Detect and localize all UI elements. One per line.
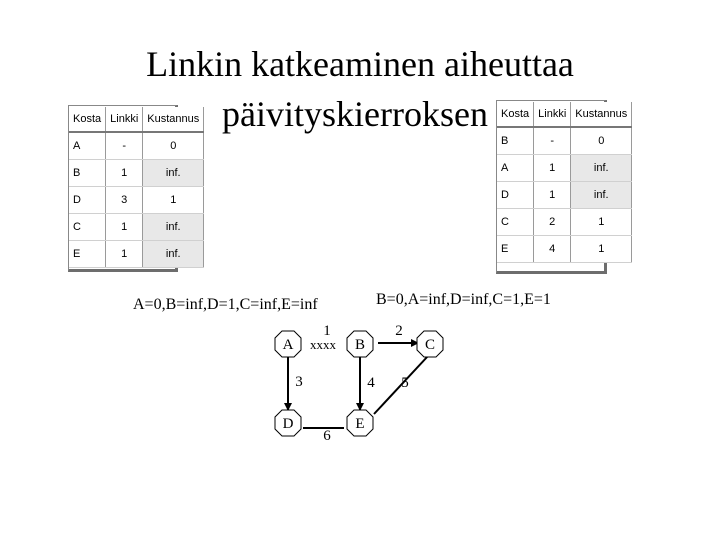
header-link: Linkki (534, 102, 571, 127)
distance-vector-right: B=0,A=inf,D=inf,C=1,E=1 (376, 291, 551, 308)
cell-link: 1 (106, 241, 143, 268)
node-e-label: E (355, 416, 365, 432)
broken-link-marker: xxxx (310, 337, 336, 352)
node-c (417, 331, 443, 357)
header-cost: Kustannus (143, 107, 204, 132)
cell-destination: C (69, 214, 106, 241)
edge-label-b-c: 2 (395, 323, 403, 339)
header-destination: Kosta (69, 107, 106, 132)
cell-destination: A (497, 155, 534, 182)
cell-cost: 1 (571, 236, 632, 263)
cell-cost: inf. (571, 182, 632, 209)
header-cost: Kustannus (571, 102, 632, 127)
cell-destination: A (69, 132, 106, 160)
edge-label-c-e: 5 (401, 375, 409, 391)
node-c-label: C (424, 337, 436, 353)
cell-destination: B (497, 127, 534, 155)
edge-label-a-b: 1 (323, 323, 331, 339)
cell-destination: C (497, 209, 534, 236)
cell-destination: B (69, 160, 106, 187)
cell-cost: inf. (571, 155, 632, 182)
node-a-label: A (282, 337, 294, 353)
cell-cost: inf. (143, 214, 204, 241)
slide-title-line-1: Linkin katkeaminen aiheuttaa (146, 44, 574, 84)
cell-link: - (106, 132, 143, 160)
cell-cost: 0 (571, 127, 632, 155)
cell-cost: 1 (571, 209, 632, 236)
cell-link: 1 (106, 214, 143, 241)
cell-destination: D (497, 182, 534, 209)
cell-destination: E (69, 241, 106, 268)
slide-title-line-2: päivityskierroksen (222, 94, 488, 134)
cell-cost: 1 (143, 187, 204, 214)
edge-label-d-e: 6 (323, 428, 331, 444)
cell-link: 1 (534, 155, 571, 182)
cell-link: 2 (534, 209, 571, 236)
header-link: Linkki (106, 107, 143, 132)
cell-cost: 0 (143, 132, 204, 160)
cell-cost: inf. (143, 241, 204, 268)
node-d-label: D (282, 416, 294, 432)
cell-link: 1 (534, 182, 571, 209)
cell-destination: E (497, 236, 534, 263)
node-b-label: B (354, 337, 366, 353)
header-destination: Kosta (497, 102, 534, 127)
node-a (275, 331, 301, 357)
cell-link: 1 (106, 160, 143, 187)
edge-label-a-d: 3 (295, 374, 303, 390)
cell-link: - (534, 127, 571, 155)
distance-vector-left: A=0,B=inf,D=1,C=inf,E=inf (133, 296, 318, 313)
cell-cost: inf. (143, 160, 204, 187)
cell-link: 3 (106, 187, 143, 214)
edge-label-b-e: 4 (367, 375, 375, 391)
cell-destination: D (69, 187, 106, 214)
node-b (347, 331, 373, 357)
node-e (347, 410, 373, 436)
node-d (275, 410, 301, 436)
cell-link: 4 (534, 236, 571, 263)
